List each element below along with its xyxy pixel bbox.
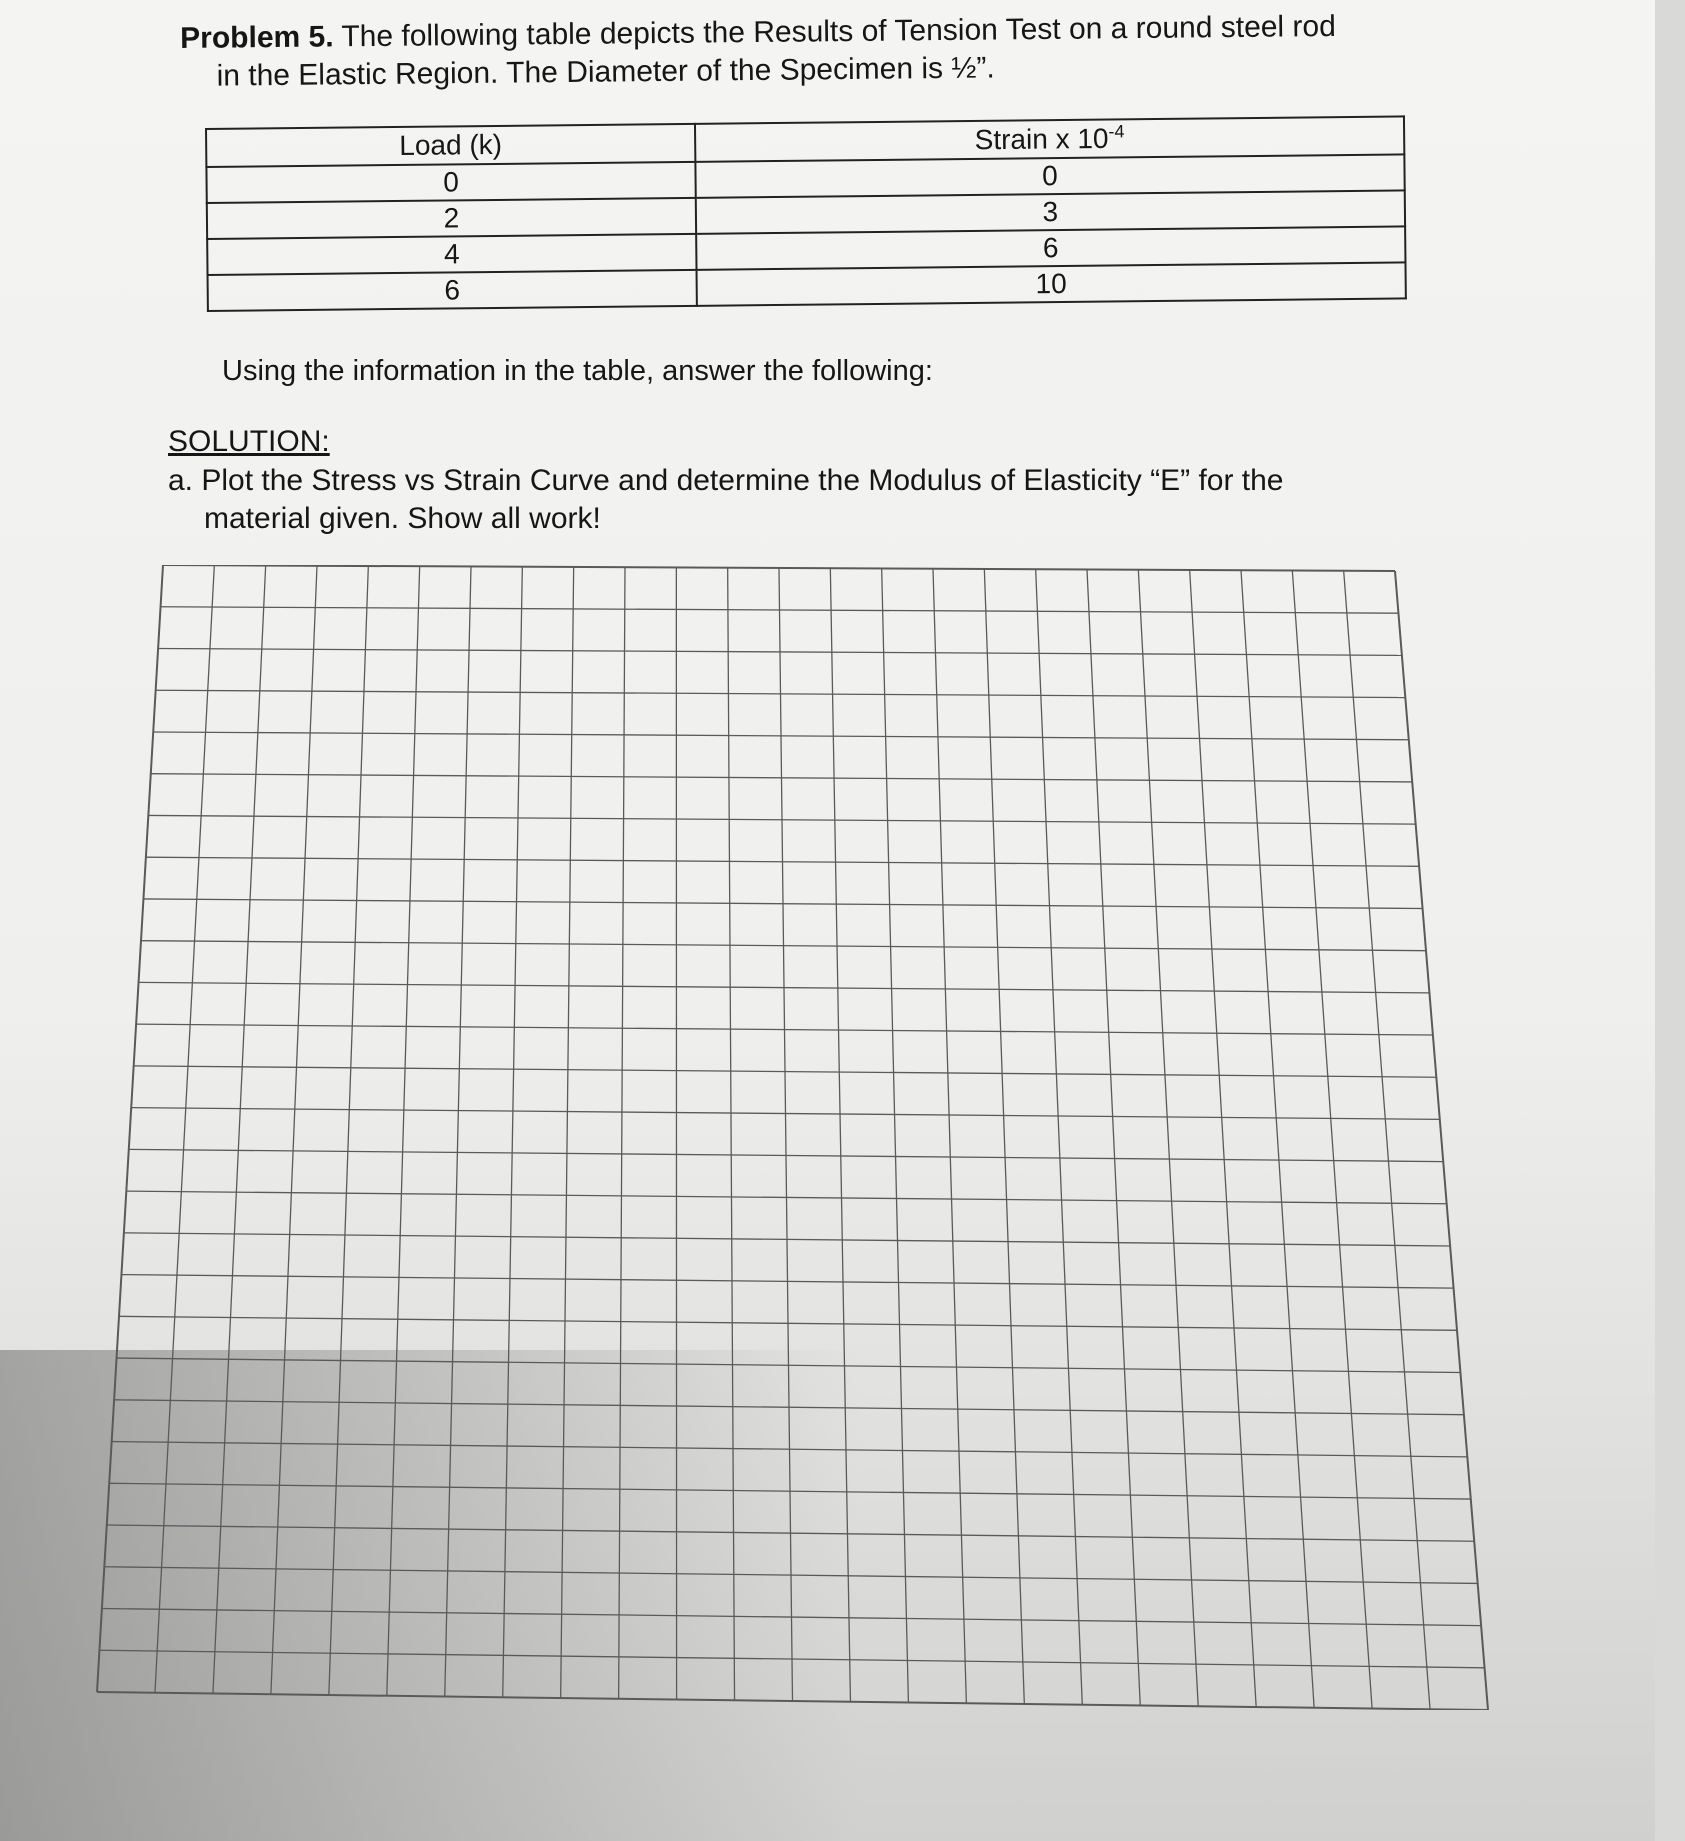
- problem-label: Problem 5.: [180, 20, 334, 55]
- question-a-line2: material given. Show all work!: [204, 502, 601, 535]
- grid-vertical-line: [1190, 570, 1257, 1707]
- grid-vertical-line: [882, 569, 909, 1703]
- grid-vertical-line: [619, 567, 625, 1699]
- grid-vertical-line: [561, 567, 574, 1698]
- grid-vertical-line: [1241, 570, 1314, 1708]
- load-cell: 2: [207, 198, 696, 239]
- grid-lines: [97, 565, 1488, 1710]
- load-cell: 6: [208, 270, 697, 311]
- grid-vertical-line: [329, 566, 369, 1695]
- question-a: [168, 462, 1428, 538]
- grid-vertical-line: [1138, 570, 1198, 1707]
- load-cell: 0: [206, 162, 695, 203]
- strain-cell: 3: [696, 190, 1405, 233]
- problem-text-line1: The following table depicts the Results of Tension Test on a round steel rod: [341, 9, 1336, 54]
- grid-vertical-line: [728, 568, 735, 1701]
- grid-vertical-line: [213, 566, 266, 1694]
- grid-vertical-line: [271, 566, 317, 1695]
- strain-cell: 6: [696, 226, 1405, 269]
- problem-text-line2: in the Elastic Region. The Diameter of the Specimen is ½”.: [216, 51, 995, 93]
- solution-heading: SOLUTION:: [168, 425, 330, 458]
- grid-vertical-line: [1292, 571, 1372, 1709]
- grid-vertical-line: [1087, 570, 1140, 1706]
- grid-vertical-line: [1036, 569, 1083, 1705]
- header-load: Load (k): [206, 124, 695, 167]
- grid-vertical-line: [387, 566, 420, 1696]
- grid-vertical-line: [933, 569, 966, 1704]
- problem-statement: [180, 6, 1471, 96]
- desk-edge: [1655, 0, 1685, 1841]
- tension-test-table: [205, 115, 1407, 312]
- grid-vertical-line: [984, 569, 1024, 1704]
- header-strain-text: Strain x 10: [974, 123, 1109, 156]
- instruction-text: Using the information in the table, answer the following:: [222, 355, 933, 387]
- grid-vertical-line: [779, 568, 793, 1701]
- grid-vertical-line: [445, 567, 471, 1697]
- graph-paper-grid: [95, 565, 1490, 1710]
- header-strain-exponent: -4: [1108, 121, 1125, 142]
- grid-vertical-line: [503, 567, 523, 1698]
- grid-vertical-line: [830, 568, 850, 1702]
- grid-vertical-line: [97, 565, 163, 1692]
- grid-vertical-line: [1344, 571, 1430, 1710]
- grid-vertical-line: [1395, 571, 1488, 1710]
- grid-vertical-line: [155, 565, 214, 1693]
- strain-cell: 0: [695, 154, 1404, 197]
- strain-cell: 10: [696, 262, 1405, 305]
- question-a-line1: a. Plot the Stress vs Strain Curve and determine the Modulus of Elasticity “E” for the: [168, 464, 1284, 497]
- load-cell: 4: [207, 234, 696, 275]
